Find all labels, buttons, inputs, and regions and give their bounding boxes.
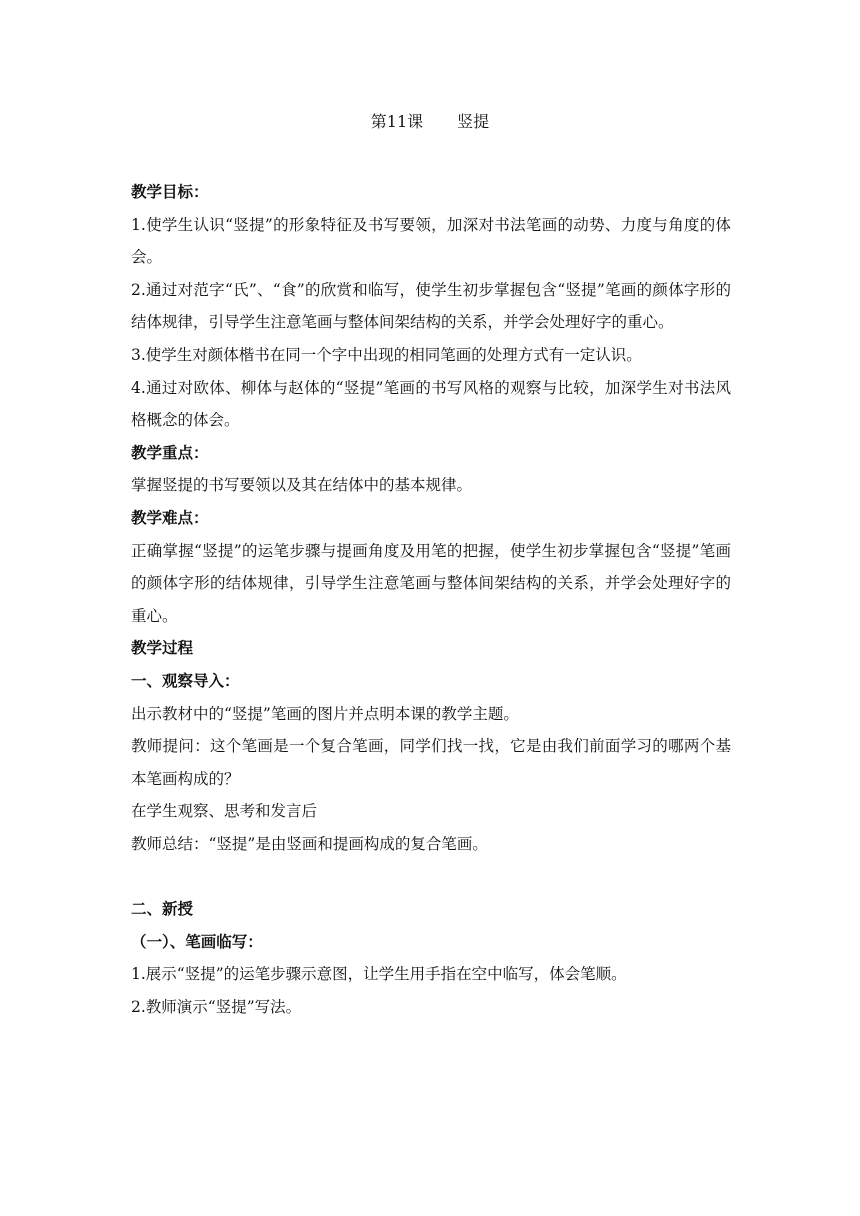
- section-paragraph: 教师总结：“竖提”是由竖画和提画构成的复合笔画。: [131, 834, 488, 853]
- subsection-heading: （一）、笔画临写：: [131, 931, 263, 951]
- section-paragraph: 出示教材中的“竖提”笔画的图片并点明本课的教学主题。: [131, 704, 519, 723]
- section-paragraph: 在学生观察、思考和发言后: [131, 802, 318, 821]
- difficulty-text: 正确掌握“竖提”的运笔步骤与提画角度及用笔的把握，使学生初步掌握包含“竖提”笔画的颜体字形的结体规律，引导学生注意笔画与整体间架结构的关系，并学会处理好字的重心。: [131, 541, 731, 625]
- objective-item: 1.使学生认识“竖提”的形象特征及书写要领，加深对书法笔画的动势、力度与角度的体会。: [131, 215, 731, 267]
- lesson-title: [0, 110, 860, 134]
- lesson-number: 第11课: [370, 112, 424, 131]
- lesson-topic: 竖提: [457, 112, 490, 131]
- objective-item: 4.通过对欧体、柳体与赵体的“竖提”笔画的书写风格的观察与比较，加深学生对书法风格概念的体会。: [131, 378, 731, 430]
- process-heading: 教学过程: [131, 638, 194, 658]
- blank-line: [131, 860, 731, 893]
- section-heading: 二、新授: [131, 899, 194, 919]
- objective-item: 2.通过对范字“氏”、“食”的欣赏和临写，使学生初步掌握包含“竖提”笔画的颜体字形的结体规律，引导学生注意笔画与整体间架结构的关系，并学会处理好字的重心。: [131, 280, 731, 332]
- objectives-heading: 教学目标：: [131, 182, 209, 201]
- key-points-heading: 教学重点：: [131, 442, 209, 462]
- key-points-text: 掌握竖提的书写要领以及其在结体中的基本规律。: [131, 476, 473, 495]
- subsection-item: 2.教师演示“竖提”写法。: [131, 997, 302, 1016]
- section-heading: 一、观察导入：: [131, 670, 240, 690]
- objective-item: 3.使学生对颜体楷书在同一个字中出现的相同笔画的处理方式有一定认识。: [131, 345, 642, 364]
- document-body: [131, 176, 731, 1023]
- subsection-item: 1.展示“竖提”的运笔步骤示意图，让学生用手指在空中临写，体会笔顺。: [131, 965, 627, 984]
- section-paragraph: 教师提问：这个笔画是一个复合笔画，同学们找一找，它是由我们前面学习的哪两个基本笔画构成的？: [131, 737, 731, 788]
- difficulty-heading: 教学难点：: [131, 507, 209, 527]
